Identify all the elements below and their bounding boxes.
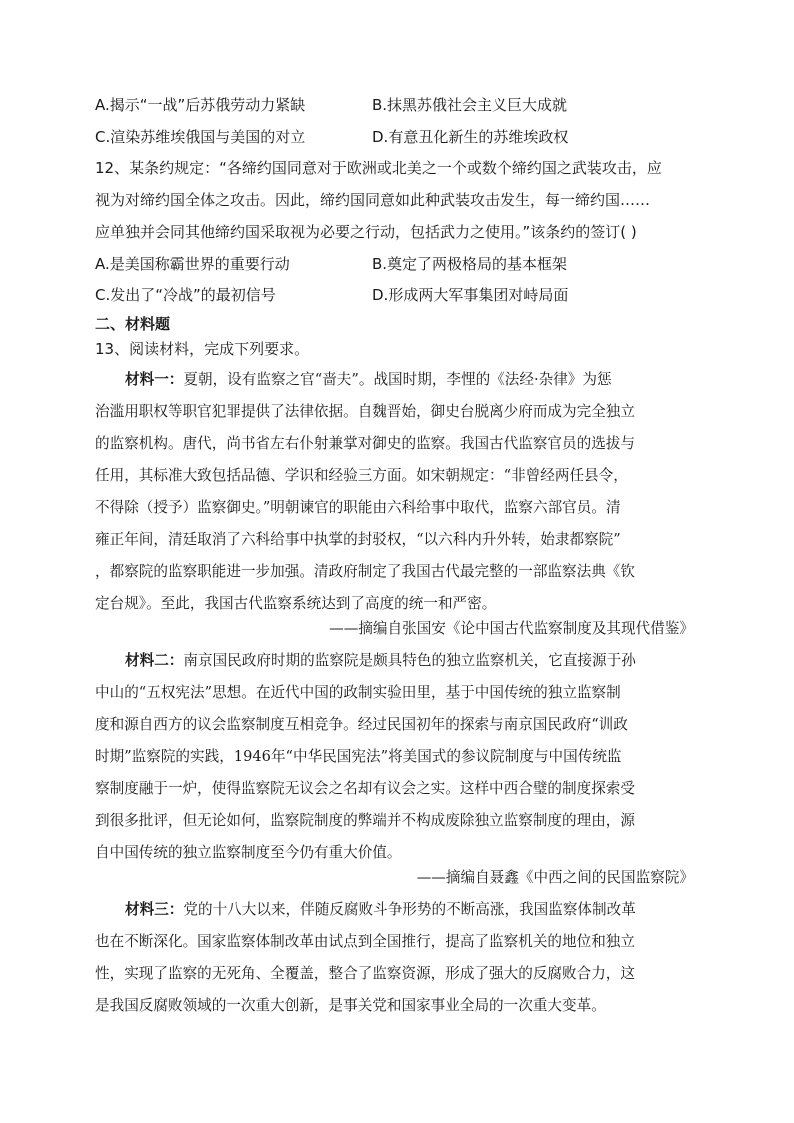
material-2-line: 中山的“五权宪法”思想。在近代中国的政制实验田里，基于中国传统的独立监察制 xyxy=(95,684,621,701)
q12-stem-line-2: 视为对缔约国全体之攻击。因此，缔约国同意如此种武装攻击发生，每一缔约国…… xyxy=(95,191,651,209)
material-1-first-line xyxy=(95,371,695,389)
material-2-line: 到很多批评，但无论如何，监察院制度的弊端并不构成废除独立监察制度的理由，源 xyxy=(95,812,635,829)
material-1-label: 材料一： xyxy=(125,371,184,388)
material-3-line: 是我国反腐败领域的一次重大创新，是事关党和国家事业全局的一次重大变革。 xyxy=(95,997,606,1014)
material-3-line: 性，实现了监察的无死角、全覆盖，整合了监察资源，形成了强大的反腐败合力，这 xyxy=(95,965,635,982)
material-1-line: 不得除（授予）监察御史。”明朝谏官的职能由六科给事中取代，监察六部官员。清 xyxy=(95,499,621,516)
q11-option-a: A.揭示“一战”后苏俄劳动力紧缺 xyxy=(95,96,306,114)
material-2-line: 时期”监察院的实践，1946年“中华民国宪法”将美国式的参议院制度与中国传统监 xyxy=(95,748,622,765)
q13-prompt: 13、阅读材料，完成下列要求。 xyxy=(95,340,310,358)
q12-option-a: A.是美国称霸世界的重要行动 xyxy=(95,255,290,273)
material-2-label: 材料二： xyxy=(125,652,184,669)
material-1-line: ，都察院的监察职能进一步加强。清政府制定了我国古代最完整的一部监察法典《钦 xyxy=(95,563,635,580)
q12-option-b: B.奠定了两极格局的基本框架 xyxy=(372,255,568,273)
material-2-line: 察制度融于一炉，使得监察院无议会之名却有议会之实。这样中西合璧的制度探索受 xyxy=(95,780,635,797)
material-1-line: 治滥用职权等职官犯罪提供了法律依据。自魏晋始，御史台脱离少府而成为完全独立 xyxy=(95,403,635,420)
material-3-line: 也在不断深化。国家监察体制改革由试点到全国推行，提高了监察机关的地位和独立 xyxy=(95,933,635,950)
material-1-line: 的监察机构。唐代，尚书省左右仆射兼掌对御史的监察。我国古代监察官员的选拔与 xyxy=(95,435,635,452)
material-2-line-1-text: 南京国民政府时期的监察院是颇具特色的独立监察机关，它直接源于孙 xyxy=(183,652,636,669)
material-2-line: 自中国传统的独立监察制度至今仍有重大价值。 xyxy=(95,844,402,861)
material-1-line-1-text: 夏朝，设有监察之官“啬夫”。战国时期，李悝的《法经·杂律》为惩 xyxy=(183,371,612,388)
q11-option-c: C.渲染苏维埃俄国与美国的对立 xyxy=(95,128,306,146)
material-3-first-line xyxy=(95,901,695,919)
q12-option-d: D.形成两大军事集团对峙局面 xyxy=(372,286,569,304)
material-1-line: 定台规》。至此，我国古代监察系统达到了高度的统一和严密。 xyxy=(95,595,497,612)
q12-option-c: C.发出了“冷战”的最初信号 xyxy=(95,286,276,304)
material-2-line: 度和源自西方的议会监察制度互相竞争。经过民国初年的探索与南京国民政府“训政 xyxy=(95,716,628,733)
material-1-line: 任用，其标准大致包括品德、学识和经验三方面。如宋朝规定：“非曾经两任县令， xyxy=(95,467,628,484)
material-1-source: ——摘编自张国安《论中国古代监察制度及其现代借鉴》 xyxy=(329,620,694,637)
q11-option-d: D.有意丑化新生的苏维埃政权 xyxy=(372,128,569,146)
q11-option-b: B.抹黑苏俄社会主义巨大成就 xyxy=(372,96,568,114)
material-1-line: 雍正年间，清廷取消了六科给事中执掌的封驳权，“以六科内升外转，始隶都察院” xyxy=(95,531,621,548)
section-title: 二、材料题 xyxy=(95,315,171,333)
q12-stem-line-1: 12、某条约规定：“各缔约国同意对于欧洲或北美之一个或数个缔约国之武装攻击，应 xyxy=(95,159,662,177)
material-2-source: ——摘编自聂鑫《中西之间的民国监察院》 xyxy=(416,869,694,886)
material-3-line-1-text: 党的十八大以来，伴随反腐败斗争形势的不断高涨，我国监察体制改革 xyxy=(183,901,636,918)
material-2-first-line xyxy=(95,652,695,670)
q12-stem-line-3: 应单独并会同其他缔约国采取视为必要之行动，包括武力之使用。”该条约的签订( ) xyxy=(95,223,637,241)
material-3-label: 材料三： xyxy=(125,901,184,918)
